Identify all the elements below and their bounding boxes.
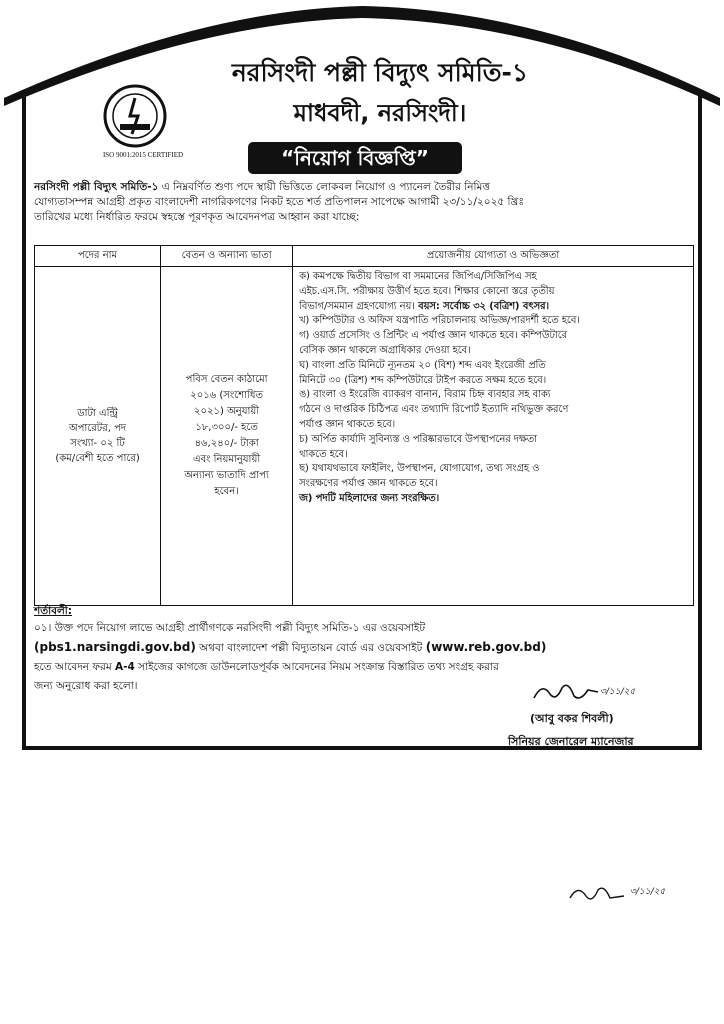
qual-line: সংরক্ষণের পর্যাপ্ত জ্ঞান থাকতে হবে। xyxy=(299,478,438,490)
org-title: নরসিংদী পল্লী বিদ্যুৎ সমিতি-১ xyxy=(231,58,529,87)
intro-org-name: নরসিংদী পল্লী বিদ্যুৎ সমিতি-১ xyxy=(34,181,159,193)
qual-line: খ) কম্পিউটার ও অফিস যন্ত্রপাতি পরিচালনায় অভিজ্ঞ/পারদর্শী হতে হবে। xyxy=(299,315,580,327)
age-limit: বয়স: সর্বোচ্চ ৩২ (বত্রিশ) বৎসর। xyxy=(414,300,549,312)
conditions-title: শর্তাবলী: xyxy=(34,605,73,617)
qual-line: এইচ.এস.সি. পরীক্ষায় উত্তীর্ণ হতে হবে। শিক্ষার কোনো স্তরে তৃতীয় xyxy=(299,285,555,297)
header-salary: বেতন ও অন্যান্য ভাতা xyxy=(161,246,293,267)
jobs-table xyxy=(34,245,694,606)
post-line: (কম/বেশী হতে পারে) xyxy=(55,453,140,464)
condition-line: জন্য অনুরোধ করা হলো। xyxy=(34,680,138,692)
qual-line: ক) কমপক্ষে দ্বিতীয় বিভাগ বা সমমানের জিপিএ/সিজিপিএ সহ xyxy=(299,271,537,282)
header-post-name: পদের নাম xyxy=(35,246,161,267)
qual-line: গ) ওয়ার্ড প্রসেসিং ও প্রিন্টিং এ পর্যাপ্ত জ্ঞান থাকতে হবে। কম্পিউটারে xyxy=(299,330,568,342)
post-cell xyxy=(35,267,161,606)
condition-line xyxy=(34,638,694,658)
qual-line: গঠনে ও দাপ্তরিক চিঠিপত্র এবং তথ্যাদি রিপোর্ট ইত্যাদি নথিভুক্ত করণে xyxy=(299,404,569,416)
salary-line: ২০১৬ (সংশোধিত xyxy=(190,390,263,401)
salary-line: ২০২১) অনুযায়ী xyxy=(194,406,260,417)
post-line: অপারেটর, পদ xyxy=(68,423,127,434)
condition-line xyxy=(34,658,694,677)
table-header-row xyxy=(35,246,694,267)
qual-line: ঙ) বাংলা ও ইংরেজি ব্যাকরণ বানান, বিরাম চিহ্ন ব্যবহার সহ বাক্য xyxy=(299,389,551,401)
condition-line: ০১। উক্ত পদে নিয়োগ লাভে আগ্রহী প্রার্থীগণকে নরসিংদী পল্লী বিদ্যুৎ সমিতি-১ এর ওয়েবসাইট xyxy=(34,622,426,634)
qual-line: মিনিটে ৩০ (ত্রিশ) শব্দ কম্পিউটারে টাইপ করতে সক্ষম হতে হবে। xyxy=(299,374,547,386)
outside-signature-scribble xyxy=(566,882,638,906)
qual-text: বিভাগ/সমমান গ্রহণযোগ্য নয়। xyxy=(299,300,415,312)
header-qualifications: প্রয়োজনীয় যোগ্যতা ও অভিজ্ঞতা xyxy=(293,246,694,267)
signature-date: ৩/১১/২৫ xyxy=(600,687,636,697)
qual-line: পর্যাপ্ত জ্ঞান থাকতে হবে। xyxy=(299,418,396,430)
qualifications-cell xyxy=(293,267,694,606)
signatory-name: (আবু বকর শিবলী) xyxy=(530,712,614,725)
salary-line: হবেন। xyxy=(214,486,239,497)
qual-line-reserved: জ) পদটি মহিলাদের জন্য সংরক্ষিত। xyxy=(299,492,440,504)
salary-cell xyxy=(161,267,293,606)
condition-text: হতে আবেদন ফরম xyxy=(34,661,116,673)
iso-certified-text: ISO 9001:2015 CERTIFIED xyxy=(102,151,184,159)
org-location: মাধবদী, নরসিংদী। xyxy=(293,99,467,127)
salary-line: পবিস বেতন কাঠামো xyxy=(185,374,268,385)
intro-line-2: যোগ্যতাসম্পন্ন আগ্রহী প্রকৃত বাংলাদেশী নাগরিকগণের নিকট হতে শর্ত প্রতিপালন সাপেক্ষে আগামী ২৩/১১/২০২৫ খ্রিঃ xyxy=(34,196,524,208)
outside-signature-date: ৩/১১/২৫ xyxy=(630,887,666,897)
post-line: ডাটা এন্ট্রি xyxy=(77,408,118,419)
salary-line: ৪৬,২৪০/- টাকা xyxy=(194,438,259,449)
pbs-website-link[interactable]: (pbs1.narsingdi.gov.bd) xyxy=(34,640,196,654)
qual-line xyxy=(299,300,687,315)
signatory-designation: সিনিয়র জেনারেল ম্যানেজার xyxy=(508,735,634,748)
intro-line-1-rest: এ নিম্নবর্ণিত শুণ্য পদে স্থায়ী ভিত্তিতে লোকবল নিয়োগ ও প্যানেল তৈরীর নিমিত্ত xyxy=(158,181,490,193)
condition-text: সাইজের কাগজে ডাউনলোডপূর্বক আবেদনের নিয়ম সংক্রান্ত বিস্তারিত তথ্য সংগ্রহ করার xyxy=(134,661,499,673)
salary-line: এবং নিয়মানুযায়ী xyxy=(193,454,261,465)
pbs-logo-icon xyxy=(92,82,178,152)
qual-line: বেসিক জ্ঞান থাকলে অগ্রাধিকার দেওয়া হবে। xyxy=(299,344,471,356)
qual-line: থাকতে হবে। xyxy=(299,448,348,460)
intro-line-1 xyxy=(34,180,692,195)
qual-line: ছ) যথাযথভাবে ফাইলিং, উপস্থাপন, যোগাযোগ, তথ্য সংগ্রহ ও xyxy=(299,463,540,475)
qual-line: চ) অর্পিত কার্যাদি সুবিন্যস্ত ও পরিষ্কারভাবে উপস্থাপনের দক্ষতা xyxy=(299,433,537,445)
table-row xyxy=(35,267,694,606)
post-line: সংখ্যা- ০২ টি xyxy=(70,438,125,449)
form-size: A-4 xyxy=(115,661,135,673)
reb-website-link[interactable]: (www.reb.gov.bd) xyxy=(425,640,547,654)
intro-paragraph xyxy=(34,180,692,225)
qual-line: ঘ) বাংলা প্রতি মিনিটে ন্যূনতম ২০ (বিশ) শব্দ এবং ইংরেজী প্রতি xyxy=(299,359,546,371)
intro-line-3: তারিখের মধ্যে নির্ধারিত ফরমে স্বহস্তে পূরণকৃত আবেদনপত্র আহ্বান করা যাচ্ছে: xyxy=(34,211,360,223)
notice-title: “নিয়োগ বিজ্ঞপ্তি” xyxy=(248,142,462,174)
salary-line: অন্যান্য ভাতাদি প্রাপ্য xyxy=(184,470,269,481)
salary-line: ১৮,৩০০/- হতে xyxy=(195,422,258,433)
condition-text: অথবা বাংলাদেশ পল্লী বিদ্যুতায়ন বোর্ড এর ওয়েবসাইট xyxy=(195,642,426,654)
